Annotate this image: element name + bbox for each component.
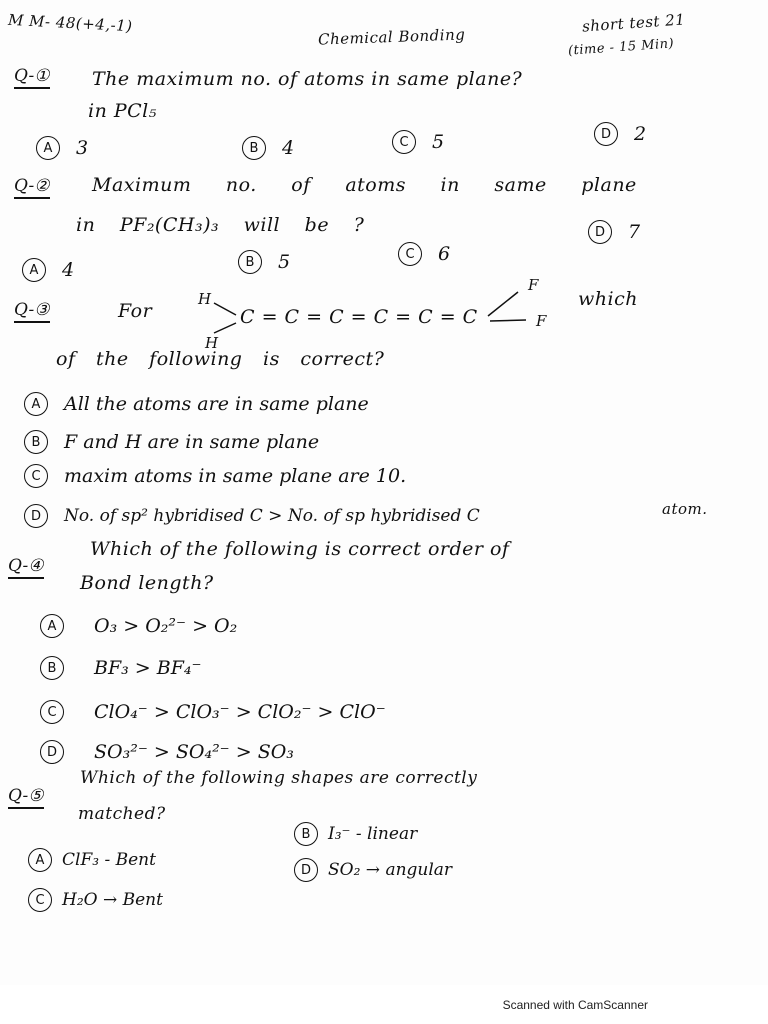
question-4-tag: Q-④ bbox=[8, 556, 44, 579]
option-d-text: SO₂ → angular bbox=[328, 860, 453, 880]
option-a-marker: A bbox=[36, 136, 60, 160]
question-5-option-b[interactable] bbox=[294, 822, 417, 846]
option-b-text: F and H are in same plane bbox=[64, 431, 320, 453]
question-5-option-d[interactable] bbox=[294, 858, 452, 882]
question-3-option-d[interactable] bbox=[24, 504, 480, 528]
option-c-marker: C bbox=[28, 888, 52, 912]
option-b-text: 5 bbox=[278, 251, 291, 273]
structure-f-top: F bbox=[528, 276, 539, 294]
subject-title: Chemical Bonding bbox=[317, 25, 466, 49]
structure-bonds bbox=[0, 0, 768, 400]
option-b-text: I₃⁻ - linear bbox=[328, 824, 418, 844]
option-d-text: No. of sp² hybridised C > No. of sp hybridised C bbox=[64, 506, 480, 526]
question-3-text-pre: For bbox=[118, 300, 153, 322]
question-4-text-cont: Bond length? bbox=[80, 572, 214, 594]
option-d-text: 2 bbox=[634, 123, 647, 145]
question-3-option-d-cont: atom. bbox=[662, 500, 708, 518]
option-d-text: SO₃²⁻ > SO₄²⁻ > SO₃ bbox=[94, 741, 294, 763]
option-a-text: O₃ > O₂²⁻ > O₂ bbox=[94, 615, 238, 637]
question-4-text: Which of the following is correct order of bbox=[90, 538, 510, 560]
question-1-text-cont: in PCl₅ bbox=[88, 100, 157, 122]
option-d-marker: D bbox=[40, 740, 64, 764]
question-3-option-a[interactable] bbox=[24, 392, 369, 416]
option-c-text: ClO₄⁻ > ClO₃⁻ > ClO₂⁻ > ClO⁻ bbox=[94, 701, 386, 723]
test-title: short test 21 bbox=[581, 10, 686, 36]
question-2-text-cont: in PF₂(CH₃)₃ will be ? bbox=[76, 214, 365, 236]
question-3-option-c[interactable] bbox=[24, 464, 406, 488]
option-a-marker: A bbox=[24, 392, 48, 416]
question-5-text-cont: matched? bbox=[78, 804, 166, 824]
option-c-marker: C bbox=[398, 242, 422, 266]
option-c-marker: C bbox=[392, 130, 416, 154]
question-5-text: Which of the following shapes are correctly bbox=[80, 768, 478, 788]
question-2-text: Maximum no. of atoms in same plane bbox=[92, 174, 637, 196]
option-b-marker: B bbox=[294, 822, 318, 846]
question-5-option-a[interactable] bbox=[28, 848, 156, 872]
option-b-text: 4 bbox=[282, 137, 295, 159]
question-3-text-cont: of the following is correct? bbox=[56, 348, 385, 370]
option-b-marker: B bbox=[238, 250, 262, 274]
option-a-text: 3 bbox=[76, 137, 89, 159]
option-b-text: BF₃ > BF₄⁻ bbox=[94, 657, 202, 679]
question-3-text-post: which bbox=[578, 288, 638, 310]
test-time: (time - 15 Min) bbox=[567, 36, 675, 59]
question-5-option-c[interactable] bbox=[28, 888, 163, 912]
question-3-tag: Q-③ bbox=[14, 300, 50, 323]
sheet-code: M M- 48(+4,-1) bbox=[7, 10, 133, 36]
option-c-text: maxim atoms in same plane are 10. bbox=[64, 465, 407, 487]
option-a-marker: A bbox=[22, 258, 46, 282]
question-4-option-a[interactable] bbox=[40, 614, 237, 638]
option-b-marker: B bbox=[242, 136, 266, 160]
option-c-text: 6 bbox=[438, 243, 451, 265]
structure-f-bottom: F bbox=[536, 312, 547, 330]
option-c-text: 5 bbox=[432, 131, 445, 153]
footer-bar bbox=[0, 985, 768, 1024]
option-a-marker: A bbox=[28, 848, 52, 872]
question-4-option-c[interactable] bbox=[40, 700, 386, 724]
option-a-text: All the atoms are in same plane bbox=[64, 393, 369, 415]
question-3-option-b[interactable] bbox=[24, 430, 319, 454]
option-b-marker: B bbox=[24, 430, 48, 454]
option-d-text: 7 bbox=[628, 221, 641, 243]
question-4-option-b[interactable] bbox=[40, 656, 202, 680]
structure-carbon-chain: C = C = C = C = C = C bbox=[240, 306, 478, 328]
question-1-tag: Q-① bbox=[14, 66, 50, 89]
option-a-text: 4 bbox=[62, 259, 75, 281]
scanner-watermark: Scanned with CamScanner bbox=[502, 998, 648, 1012]
structure-h-bottom: H bbox=[205, 334, 219, 352]
option-b-marker: B bbox=[40, 656, 64, 680]
structure-h-top: H bbox=[198, 290, 212, 308]
option-d-marker: D bbox=[294, 858, 318, 882]
option-d-marker: D bbox=[24, 504, 48, 528]
question-1-text: The maximum no. of atoms in same plane? bbox=[92, 68, 523, 90]
option-c-marker: C bbox=[40, 700, 64, 724]
option-d-marker: D bbox=[594, 122, 618, 146]
option-c-text: H₂O → Bent bbox=[62, 890, 163, 910]
option-a-text: ClF₃ - Bent bbox=[62, 850, 156, 870]
question-5-tag: Q-⑤ bbox=[8, 786, 44, 809]
question-2-tag: Q-② bbox=[14, 176, 50, 199]
option-a-marker: A bbox=[40, 614, 64, 638]
option-d-marker: D bbox=[588, 220, 612, 244]
option-c-marker: C bbox=[24, 464, 48, 488]
question-4-option-d[interactable] bbox=[40, 740, 294, 764]
